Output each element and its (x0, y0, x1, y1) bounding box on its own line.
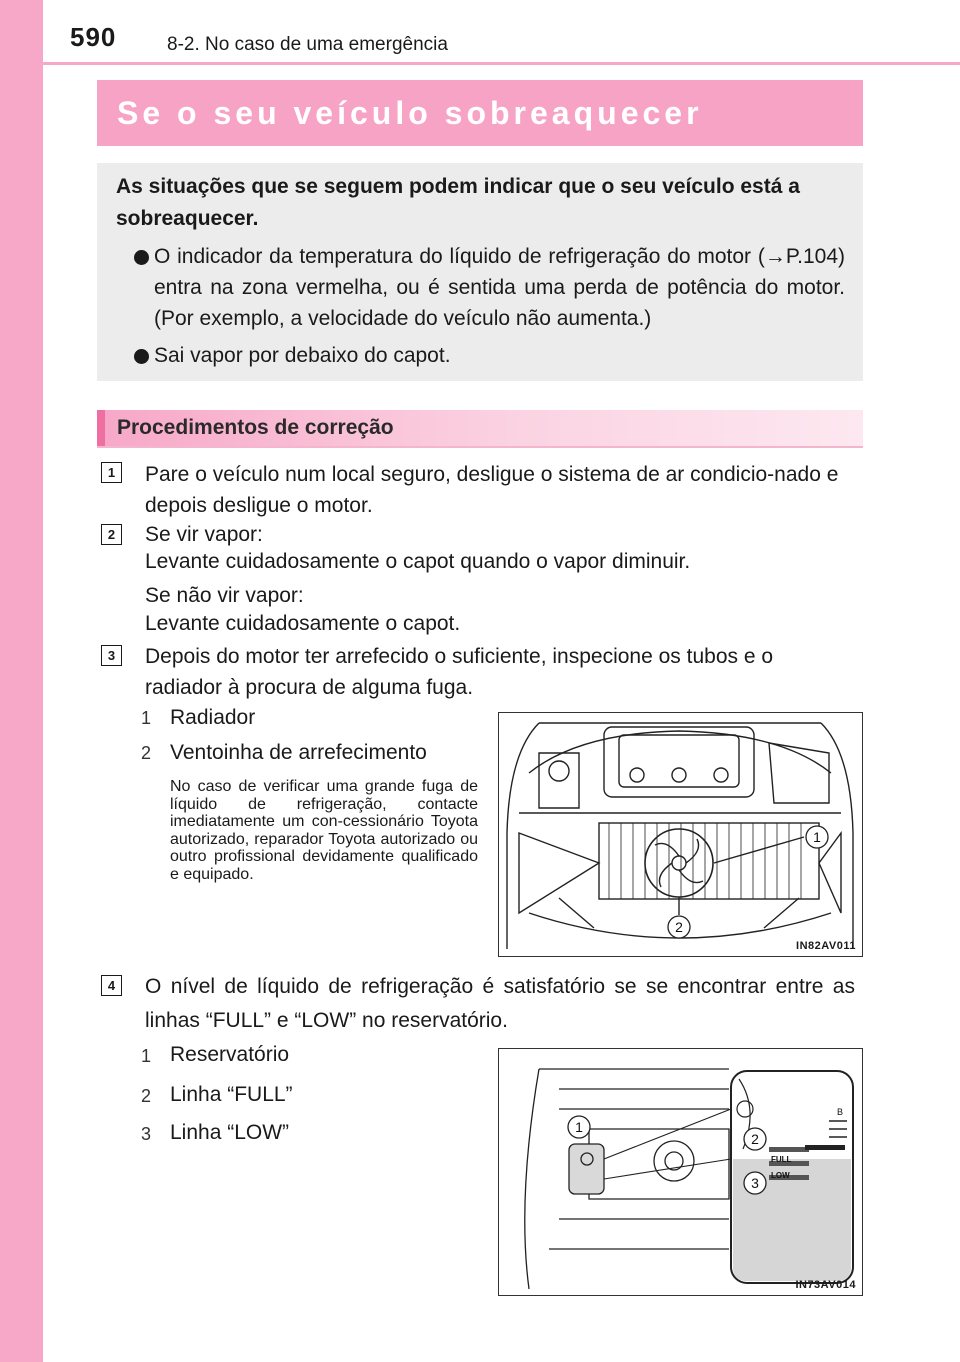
header-rule (43, 62, 960, 65)
callout-label: Linha “LOW” (170, 1121, 290, 1144)
bullet-text: Sai vapor por debaixo do capot. (154, 344, 451, 367)
figure-id: IN73AV014 (795, 1279, 856, 1291)
step-2-line-2: Levante cuidadosamente o capot quando o vapor diminuir. (145, 550, 691, 573)
callout-number: 3 (140, 1123, 151, 1144)
callout-number: 2 (140, 742, 151, 763)
step-number-4: 4 (101, 975, 122, 996)
tank-label-full: FULL (771, 1155, 792, 1164)
tank-label-b: B (837, 1107, 844, 1117)
bullet-item (116, 340, 845, 371)
step-number-1: 1 (101, 462, 122, 483)
side-color-bar (0, 0, 43, 1362)
callout-label: Ventoinha de arrefecimento (170, 741, 427, 764)
callout-number: 2 (140, 1085, 151, 1106)
step-2-line-3: Se não vir vapor: (145, 584, 304, 607)
step-1-text: Pare o veículo num local seguro, desligue o sistema de ar condicio-nado e depois desligue o motor. (145, 463, 839, 517)
step-number-3: 3 (101, 645, 122, 666)
warning-note: No caso de verificar uma grande fuga de líquido de refrigeração, contacte imediatamente um con-cessionário Toyota autorizado, reparador Toyota autorizado ou outro profissional devidamente qualificado e equipado. (170, 778, 478, 883)
bullet-dot-icon (134, 349, 149, 364)
coolant-reservoir-drawing (499, 1049, 861, 1294)
engine-bay-illustration (498, 712, 863, 957)
reservoir-illustration (498, 1048, 863, 1296)
step-number-2: 2 (101, 524, 122, 545)
callout-label: Radiador (170, 706, 256, 729)
page-number: 590 (70, 22, 117, 52)
section-reference: 8-2. No caso de uma emergência (167, 34, 448, 55)
figure-marker: 2 (751, 1131, 759, 1147)
step-3-text: Depois do motor ter arrefecido o suficiente, inspecione os tubos e o radiador à procura de alguma fuga. (145, 645, 774, 699)
figure-marker: 1 (813, 829, 821, 845)
intro-lead: As situações que se seguem podem indicar que o seu veículo está a sobreaquecer. (116, 175, 800, 230)
bullet-text: O indicador da temperatura do líquido de refrigeração do motor (→P.104) entra na zona vermelha, ou é sentida uma perda de potência do motor. (Por exemplo, a velocidade do veículo não aumenta.) (154, 245, 845, 330)
figure-marker: 3 (751, 1175, 759, 1191)
callout-label: Reservatório (170, 1043, 290, 1066)
callout-label: Linha “FULL” (170, 1083, 293, 1106)
step-4-text: O nível de líquido de refrigeração é satisfatório se se encontrar entre as linhas “FULL” e “LOW” no reservatório. (145, 975, 855, 1032)
procedures-heading: Procedimentos de correção (97, 410, 863, 446)
tank-label-low: LOW (771, 1171, 790, 1180)
figure-marker: 2 (675, 919, 683, 935)
callout-number: 1 (140, 707, 151, 728)
bullet-dot-icon (134, 250, 149, 265)
figure-marker: 1 (575, 1119, 583, 1135)
intro-box (97, 163, 863, 381)
engine-radiator-drawing (499, 713, 861, 955)
step-2-line-1: Se vir vapor: (145, 523, 263, 546)
step-2-line-4: Levante cuidadosamente o capot. (145, 612, 461, 635)
figure-id: IN82AV011 (796, 940, 856, 952)
heading-underline (97, 446, 863, 448)
callout-number: 1 (140, 1045, 151, 1066)
bullet-item (116, 241, 845, 334)
page-title: Se o seu veículo sobreaquecer (97, 80, 863, 146)
